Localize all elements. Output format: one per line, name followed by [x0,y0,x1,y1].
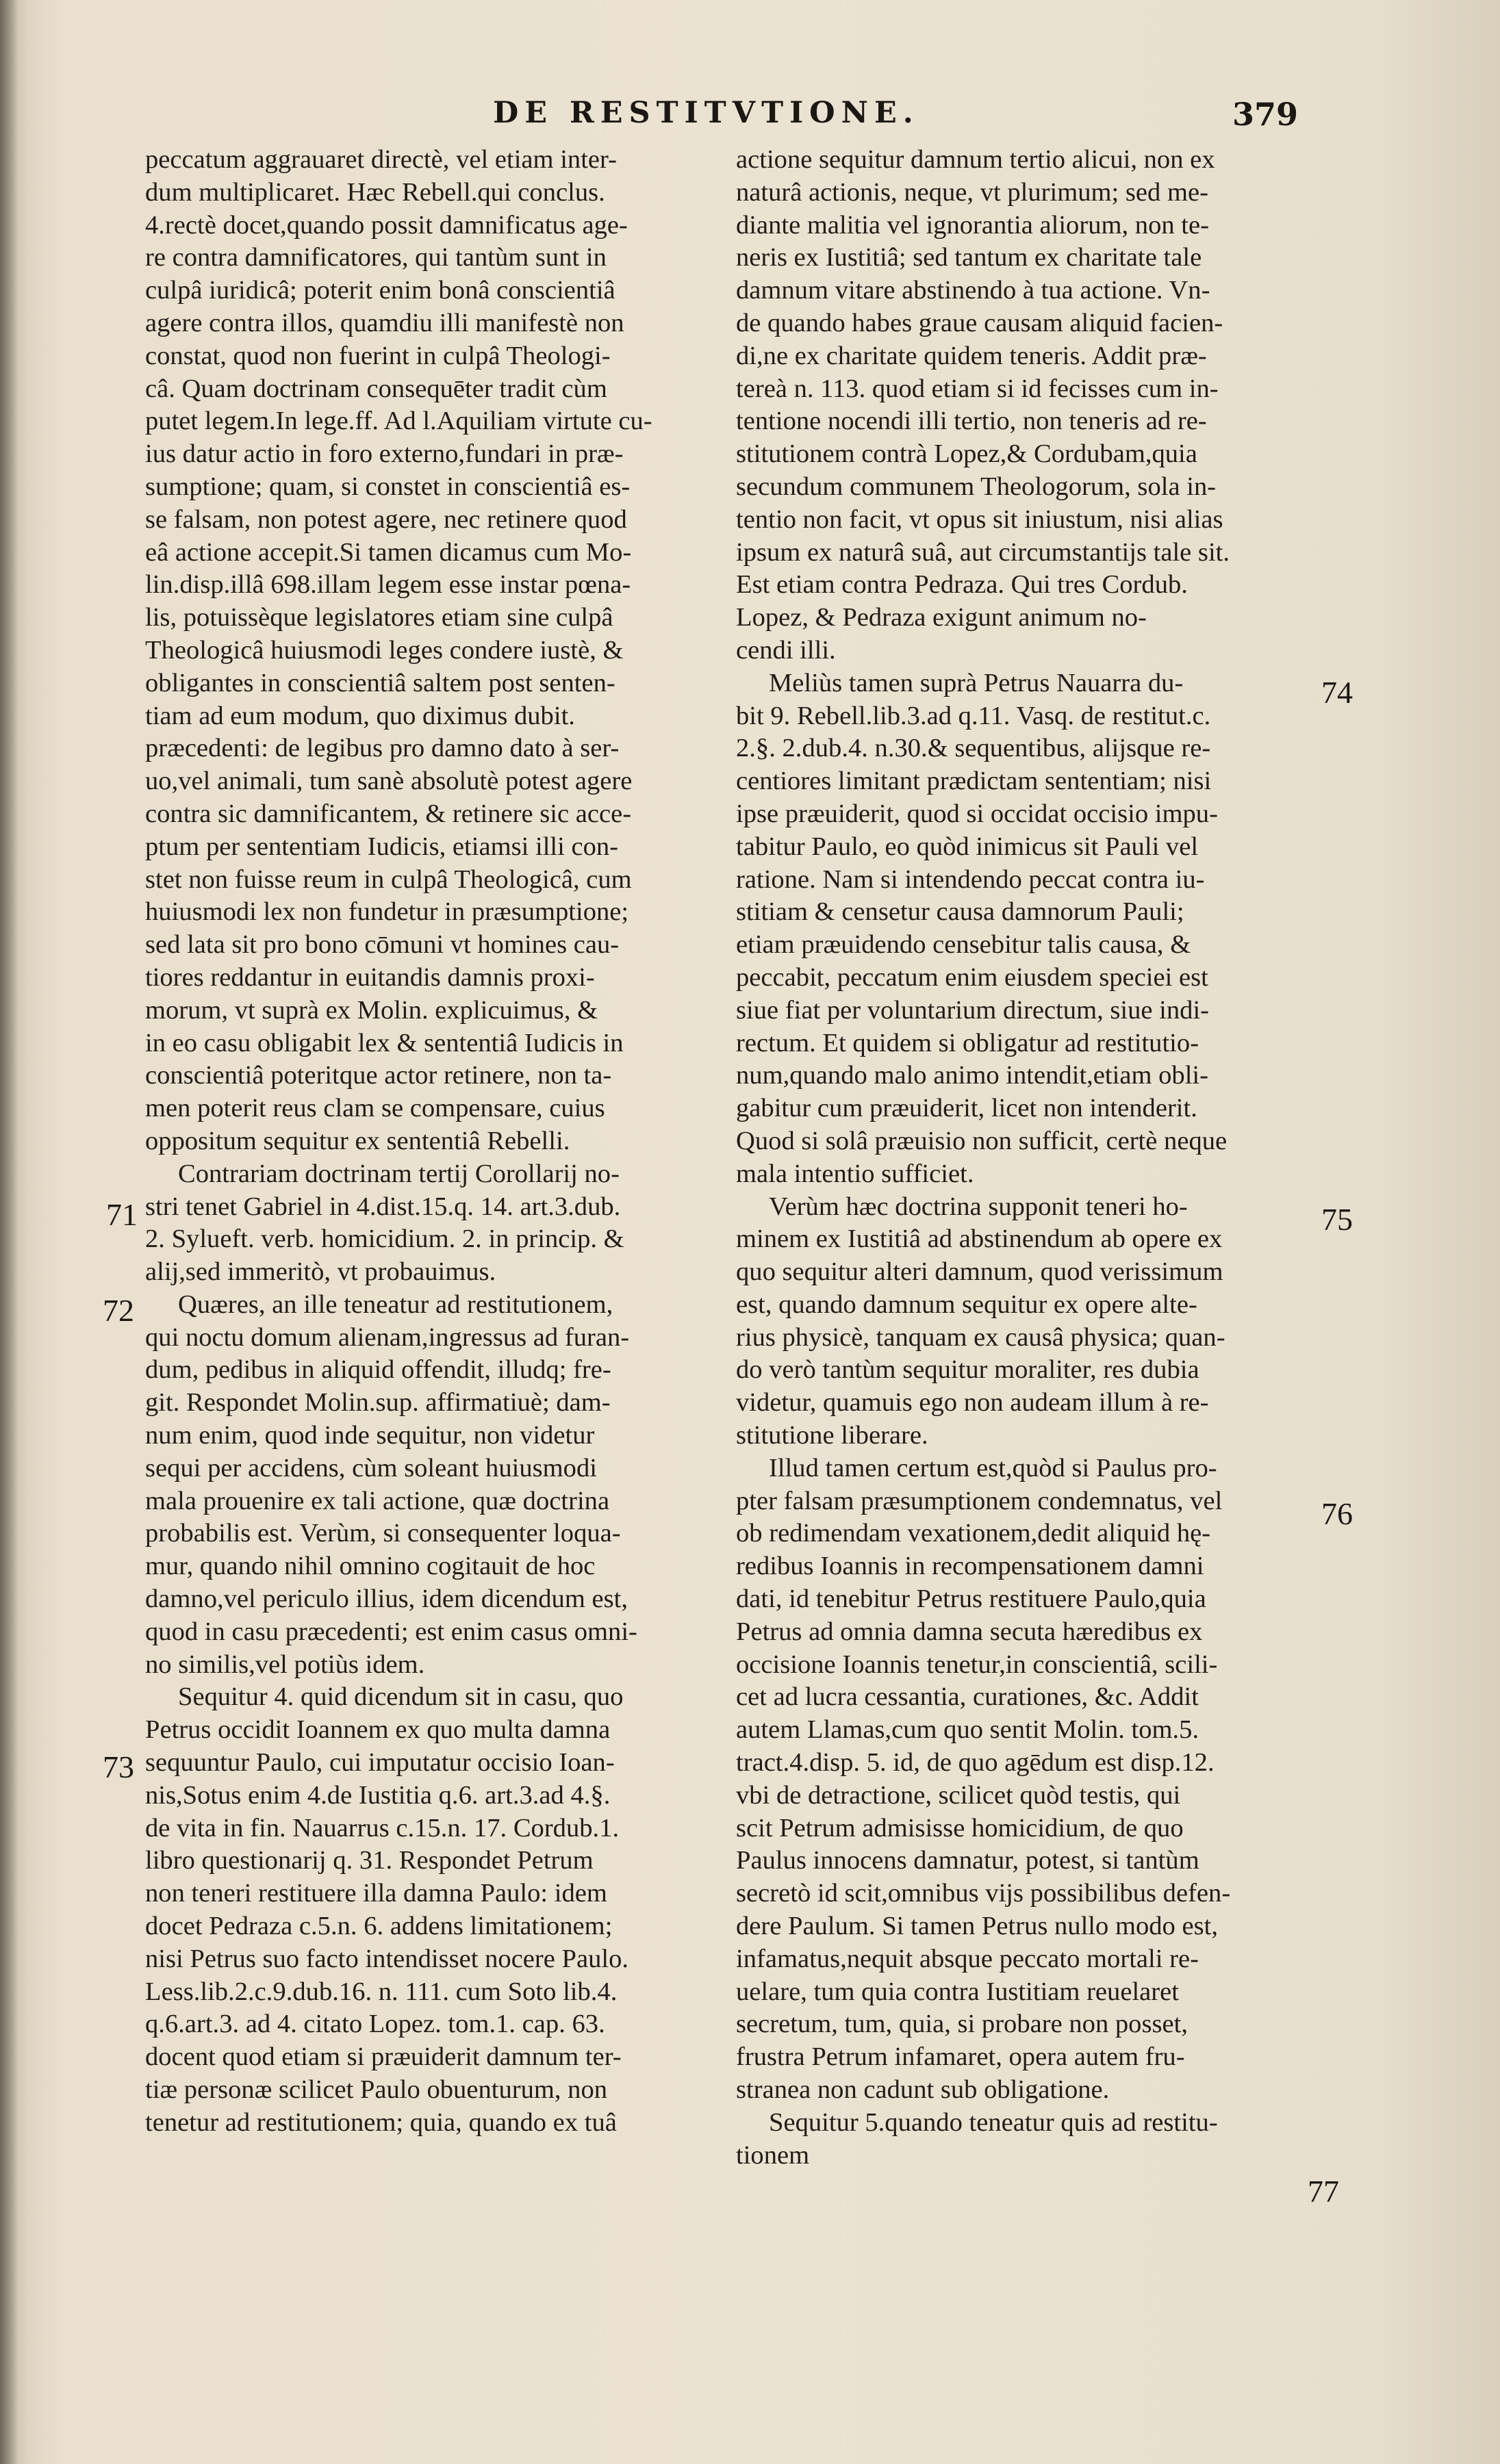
margin-number-77: 77 [1308,2174,1339,2209]
text-line: peccatum aggrauaret directè, vel etiam inter- [145,145,617,174]
text-line: tract.4.disp. 5. id, de quo agēdum est disp.12. [736,1748,1215,1778]
running-head: DE RESTITVTIONE. [493,96,919,130]
text-line: libro questionarij q. 31. Respondet Petrum [145,1846,594,1875]
text-line: autem Llamas,cum quo sentit Molin. tom.5. [736,1715,1199,1745]
text-line: frustra Petrum infamaret, opera autem fru- [736,2042,1185,2072]
text-line: de vita in fin. Nauarrus c.15.n. 17. Cordub.1. [145,1813,620,1843]
text-line: neris ex Iustitiâ; sed tantum ex charitate tale [736,243,1202,272]
margin-number-73: 73 [103,1749,134,1784]
text-line: naturâ actionis, neque, vt plurimum; sed me- [736,177,1208,207]
margin-number-72: 72 [103,1293,134,1328]
right-text-column [736,144,1304,2172]
page-gutter-shadow [0,0,18,2464]
text-line: q.6.art.3. ad 4. citato Lopez. tom.1. cap. 63. [145,2010,605,2039]
text-line: bit 9. Rebell.lib.3.ad q.11. Vasq. de restitut.c. [736,701,1211,730]
text-line: cendi illi. [736,635,836,665]
text-line: Illud tamen certum est,quòd si Paulus pro- [769,1453,1217,1483]
text-line: stitutionem contrà Lopez,& Cordubam,quia [736,439,1197,469]
text-line: uo,vel animali, tum sanè absolutè potest agere [145,767,633,796]
text-line: quo sequitur alteri damnum, quod verissimum [736,1257,1223,1287]
text-line: Less.lib.2.c.9.dub.16. n. 111. cum Soto lib.4. [145,1977,618,2006]
text-line: peccabit, peccatum enim eiusdem speciei est [736,962,1208,992]
text-line: tentio non facit, vt opus sit iniustum, nisi alias [736,504,1223,534]
text-line: vbi de detractione, scilicet quòd testis, qui [736,1780,1181,1810]
text-line: Contrariam doctrinam tertij Corollarij no- [178,1159,620,1188]
text-line: eâ actione accepit.Si tamen dicamus cum Mo- [145,537,632,567]
text-line: 2. Sylueft. verb. homicidium. 2. in princip. & [145,1224,624,1254]
text-line: tereà n. 113. quod etiam si id fecisses cum in- [736,374,1219,403]
text-line: sed lata sit pro bono cōmuni vt homines cau- [145,930,620,960]
left-text-column [145,144,713,2140]
text-line: conscientiâ poteritque actor retinere, non ta- [145,1061,612,1090]
text-line: Quæres, an ille teneatur ad restitutionem, [178,1289,613,1319]
text-line: secretum, tum, quia, si probare non posset, [736,2010,1188,2039]
text-line: dere Paulum. Si tamen Petrus nullo modo est, [736,1912,1218,1941]
text-line: Meliùs tamen suprà Petrus Nauarra du- [769,668,1184,697]
text-line: Theologicâ huiusmodi leges condere iustè, & [145,635,624,665]
text-line: men poterit reus clam se compensare, cuius [145,1094,605,1123]
text-line: occisione Ioannis tenetur,in conscientiâ, scili- [736,1650,1218,1679]
text-line: alij,sed immeritò, vt probauimus. [145,1257,496,1287]
text-line: nis,Sotus enim 4.de Iustitia q.6. art.3.ad 4.§. [145,1780,611,1810]
text-line: constat, quod non fuerint in culpâ Theologi- [145,341,611,370]
text-line: dum multiplicaret. Hæc Rebell.qui conclus. [145,177,605,207]
text-line: mala intentio sufficiet. [736,1159,974,1188]
text-line: tabitur Paulo, eo quòd inimicus sit Pauli vel [736,832,1199,861]
text-line: diante malitia vel ignorantia aliorum, non te- [736,210,1209,240]
text-line: obligantes in conscientiâ saltem post senten- [145,668,615,697]
text-line: rius physicè, tanquam ex causâ physica; quan- [736,1322,1225,1352]
text-line: cet ad lucra cessantia, curationes, &c. Addit [736,1682,1199,1712]
text-line: gabitur cum præuiderit, licet non intenderit. [736,1094,1197,1123]
text-line: de quando habes graue causam aliquid facien- [736,308,1223,337]
text-line: redibus Ioannis in recompensationem damni [736,1552,1204,1581]
text-line: tionem [736,2140,810,2170]
text-line: sumptione; quam, si constet in conscientiâ es- [145,472,631,501]
text-line: etiam præuidendo censebitur talis causa, & [736,930,1191,960]
text-line: quod in casu præcedenti; est enim casus omni- [145,1617,637,1646]
text-line: Sequitur 4. quid dicendum sit in casu, quo [178,1682,624,1712]
text-line: uelare, tum quia contra Iustitiam reuelaret [736,1977,1179,2006]
text-line: Petrus ad omnia damna secuta hæredibus ex [736,1617,1203,1646]
text-line: centiores limitant prædictam sententiam; nisi [736,767,1212,796]
text-line: di,ne ex charitate quidem teneris. Addit præ- [736,341,1207,370]
text-line: câ. Quam doctrinam consequēter tradit cùm [145,374,607,403]
text-line: tiores reddantur in euitandis damnis proxi- [145,962,595,992]
margin-number-71: 71 [106,1197,138,1232]
text-line: stranea non cadunt sub obligatione. [736,2075,1110,2105]
text-line: dati, id tenebitur Petrus restituere Paulo,quia [736,1584,1206,1614]
text-line: infamatus,nequit absque peccato mortali re- [736,1944,1199,1973]
text-line: minem ex Iustitiâ ad abstinendum ab opere ex [736,1224,1223,1254]
text-line: præcedenti: de legibus pro damno dato à ser- [145,734,620,763]
margin-number-76: 76 [1321,1496,1353,1531]
text-line: ptum per sententiam Iudicis, etiamsi illi con- [145,832,619,861]
text-line: qui noctu domum alienam,ingressus ad furan- [145,1322,630,1352]
text-line: sequuntur Paulo, cui imputatur occisio Ioan- [145,1748,615,1778]
text-line: stitutione liberare. [736,1421,928,1450]
text-line: probabilis est. Verùm, si consequenter loqua- [145,1519,621,1548]
text-line: contra sic damnificantem, & retinere sic acce- [145,799,632,828]
text-line: docent quod etiam si præuiderit damnum ter- [145,2042,622,2072]
text-line: sequi per accidens, cùm soleant huiusmodi [145,1453,597,1483]
text-line: ius datur actio in foro externo,fundari in præ- [145,439,624,469]
text-line: ipsum ex naturâ suâ, aut circumstantijs tale sit. [736,537,1230,567]
text-line: stri tenet Gabriel in 4.dist.15.q. 14. art.3.dub. [145,1192,621,1221]
text-line: oppositum sequitur ex sententiâ Rebelli. [145,1126,570,1155]
text-line: do verò tantùm sequitur moraliter, res dubia [736,1355,1199,1385]
margin-number-75: 75 [1321,1202,1353,1237]
text-line: est, quando damnum sequitur ex opere alte- [736,1289,1197,1319]
text-line: stitiam & censetur causa damnorum Pauli; [736,897,1184,927]
text-line: stet non fuisse reum in culpâ Theologicâ, cum [145,864,632,894]
text-line: re contra damnificatores, qui tantùm sunt in [145,243,607,272]
text-line: 2.§. 2.dub.4. n.30.& sequentibus, alijsque re- [736,734,1211,763]
text-line: non teneri restituere illa damna Paulo: idem [145,1879,607,1908]
text-line: ipse præuiderit, quod si occidat occisio impu- [736,799,1218,828]
text-line: 4.rectè docet,quando possit damnificatus age- [145,210,628,240]
margin-number-74: 74 [1321,675,1353,710]
text-line: putet legem.In lege.ff. Ad l.Aquiliam virtute cu- [145,407,652,436]
text-line: tiæ personæ scilicet Paulo obuenturum, non [145,2075,608,2105]
text-line: videtur, quamuis ego non audeam illum à re- [736,1388,1209,1417]
text-line: culpâ iuridicâ; poterit enim bonâ conscientiâ [145,276,615,305]
text-line: docet Pedraza c.5.n. 6. addens limitationem; [145,1912,613,1941]
text-line: pter falsam præsumptionem condemnatus, vel [736,1486,1223,1515]
text-line: actione sequitur damnum tertio alicui, non ex [736,145,1215,174]
text-line: no similis,vel potiùs idem. [145,1650,425,1679]
text-line: num,quando malo animo intendit,etiam obli- [736,1061,1208,1090]
text-line: Paulus innocens damnatur, potest, si tantùm [736,1846,1199,1875]
text-line: tentione nocendi illi tertio, non teneris ad re- [736,407,1207,436]
text-line: nisi Petrus suo facto intendisset nocere Paulo. [145,1944,629,1973]
text-line: git. Respondet Molin.sup. affirmatiuè; dam- [145,1388,611,1417]
text-line: dum, pedibus in aliquid offendit, illudq; fre- [145,1355,611,1385]
text-line: scit Petrum admisisse homicidium, de quo [736,1813,1184,1843]
text-line: Quod si solâ præuisio non sufficit, certè neque [736,1126,1228,1155]
text-line: ob redimendam vexationem,dedit aliquid hę- [736,1519,1211,1548]
text-line: damno,vel periculo illius, idem dicendum est, [145,1584,628,1614]
text-line: lin.disp.illâ 698.illam legem esse instar pœna- [145,570,631,600]
text-line: morum, vt suprà ex Molin. explicuimus, & [145,995,598,1025]
text-line: huiusmodi lex non fundetur in præsumptione; [145,897,629,927]
text-line: tiam ad eum modum, quo diximus dubit. [145,701,575,730]
text-line: se falsam, non potest agere, nec retinere quod [145,504,627,534]
text-line: in eo casu obligabit lex & sententiâ Iudicis in [145,1028,624,1057]
text-line: secretò id scit,omnibus vijs possibilibus defen- [736,1879,1231,1908]
page-number: 379 [1232,96,1299,133]
text-line: tenetur ad restitutionem; quia, quando ex tuâ [145,2107,617,2137]
text-line: Sequitur 5.quando teneatur quis ad restitu- [769,2107,1218,2137]
text-line: Verùm hæc doctrina supponit teneri ho- [769,1192,1188,1221]
text-line: lis, potuissèque legislatores etiam sine culpâ [145,603,613,632]
text-line: mur, quando nihil omnino cogitauit de hoc [145,1552,596,1581]
text-line: mala prouenire ex tali actione, quæ doctrina [145,1486,610,1515]
text-line: Est etiam contra Pedraza. Qui tres Cordub. [736,570,1188,600]
text-line: Petrus occidit Ioannem ex quo multa damna [145,1715,611,1745]
text-line: damnum vitare abstinendo à tua actione. Vn- [736,276,1210,305]
text-line: secundum communem Theologorum, sola in- [736,472,1217,501]
text-line: num enim, quod inde sequitur, non videtur [145,1421,595,1450]
text-line: agere contra illos, quamdiu illi manifestè non [145,308,624,337]
text-line: rectum. Et quidem si obligatur ad restitutio- [736,1028,1199,1057]
text-line: siue fiat per voluntarium directum, siue indi- [736,995,1210,1025]
text-line: Lopez, & Pedraza exigunt animum no- [736,603,1147,632]
text-line: ratione. Nam si intendendo peccat contra iu- [736,864,1205,894]
